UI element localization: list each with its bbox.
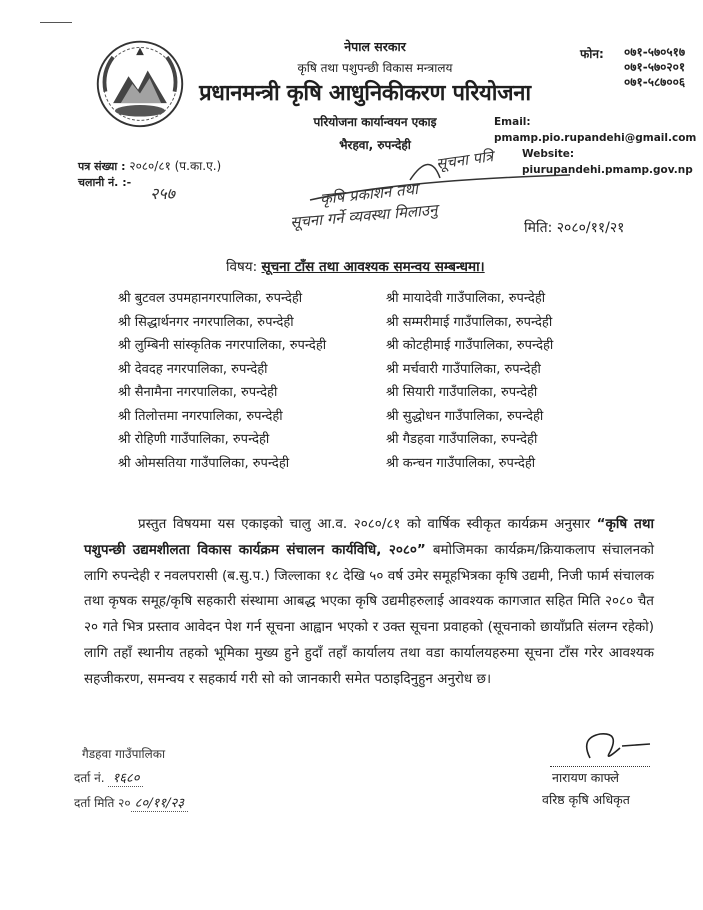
signatory-block: [530, 738, 660, 811]
website-text: Website: piurupandehi.pmamp.gov.np: [522, 148, 693, 176]
phone-number: ०७१-५७०५१७: [624, 45, 686, 59]
project-name: प्रधानमन्त्री कृषि आधुनिकीकरण परियोजना: [199, 81, 531, 106]
handwritten-note: सूचना पत्रि: [435, 147, 495, 173]
addressee: श्री तिलोत्तमा नगरपालिका, रुपन्देही: [118, 408, 283, 424]
addressee: श्री लुम्बिनी सांस्कृतिक नगरपालिका, रुपन्देही: [118, 338, 327, 353]
reg-date-label: दर्ता मिति २०: [74, 796, 131, 810]
handwritten-note: सूचना गर्ने व्यवस्था मिलाउनु: [289, 200, 439, 232]
subject-line: [226, 257, 485, 275]
subject-label: विषय:: [226, 259, 258, 275]
signer-name: नारायण काफ्ले: [552, 770, 619, 785]
addressee: श्री सियारी गाउँपालिका, रुपन्देही: [386, 385, 538, 400]
ref-label: पत्र संख्या :: [78, 160, 126, 173]
addressee: श्री सुद्धोधन गाउँपालिका, रुपन्देही: [386, 408, 544, 424]
phone-label: फोन:: [580, 47, 604, 61]
email-text: Email: pmamp.pio.rupandehi@gmail.com: [494, 116, 697, 144]
letter-date: मिति: २०८०/११/२१: [524, 220, 625, 236]
addressee: श्री गैडहवा गाउँपालिका, रुपन्देही: [386, 432, 538, 447]
handwritten-note: कृषि प्रकाशन तथा: [319, 179, 419, 209]
addressee: श्री देवदह नगरपालिका, रुपन्देही: [118, 361, 268, 377]
body-intro: प्रस्तुत विषयमा यस एकाइको चालु आ.व. २०८०/८१ को वार्षिक स्वीकृत कार्यक्रम अनुसार: [138, 516, 591, 532]
body-text: बमोजिमका कार्यक्रम/क्रियाकलाप संचालनको लागि रुपन्देही र नवलपरासी (ब.सु.प.) जिल्लाका १८ देखि ५० वर्ष उमेर समूहभित्रका कृषि उद्यमी, निजी फार्म संचालक तथा कृषक समूह/कृषि सहकारी संस्थामा आबद्ध भएका कृषि उद्यमीहरुलाई आवश्यक कागजात सहित मिति २०८० चैत २० गते भित्र प्रस्ताव आवेदन पेश गर्न सूचना आह्वान भएको र उक्त सूचना प्रवाहको (सूचनाको छायाँप्रति संलग्न रहेको) लागि तहाँ स्थानीय तहको भूमिका मुख्य हुने हुदाँ तहाँ कार्यालय तथा वडा कार्यालयहरुमा सूचना टाँस गरेर आवश्यक सहजीकरण, समन्वय र सहकार्य गरी सो को जानकारी समेत पठाइदिनुहुन अनुरोध छ।: [84, 541, 654, 687]
signer-title: वरिष्ठ कृषि अधिकृत: [542, 792, 630, 807]
addressee: श्री मर्चवारी गाउँपालिका, रुपन्देही: [386, 361, 541, 377]
signature-line: [550, 738, 650, 767]
phone-number: ०७१-५८७००६: [624, 75, 686, 89]
reg-value: १६८०: [108, 771, 143, 787]
reg-label: दर्ता नं.: [74, 771, 105, 785]
phone-list: [624, 45, 685, 90]
addressee: श्री सैनामैना नगरपालिका, रुपन्देही: [118, 385, 278, 400]
addressee: श्री कन्चन गाउँपालिका, रुपन्देही: [386, 455, 536, 471]
stamp-office: गैडहवा गाउँपालिका: [82, 747, 166, 761]
received-stamp: [74, 742, 188, 816]
addressee: श्री कोटहीमाई गाउँपालिका, रुपन्देही: [386, 338, 554, 353]
addressee-list-left: [118, 287, 326, 475]
reg-date-value: ८०/११/२३: [131, 796, 188, 812]
body-program-title: “कृषि तथा पशुपन्छी उद्यमशीलता विकास कार्यक्रम संचालन कार्यविधि, २०८०”: [84, 516, 654, 558]
addressee: श्री सिद्धार्थनगर नगरपालिका, रुपन्देही: [118, 314, 294, 330]
phone-number: ०७१-५७०२०१: [624, 60, 686, 74]
government-name: नेपाल सरकार: [344, 39, 406, 54]
addressee: श्री सम्मरीमाई गाउँपालिका, रुपन्देही: [386, 314, 553, 330]
subject-text: सूचना टाँस तथा आवश्यक समन्वय सम्बन्धमा।: [261, 259, 485, 275]
letter-body: [84, 512, 654, 693]
addressee-list-right: [386, 287, 553, 475]
addressee: श्री मायादेवी गाउँपालिका, रुपन्देही: [386, 291, 546, 306]
top-rule: [40, 22, 72, 23]
addressee: श्री ओमसतिया गाउँपालिका, रुपन्देही: [118, 455, 290, 471]
ref-value: २०८०/८१ (प.का.ए.): [129, 159, 222, 173]
addressee: श्री बुटवल उपमहानगरपालिका, रुपन्देही: [118, 291, 303, 306]
dispatch-label: चलानी नं. :-: [78, 176, 132, 189]
nepal-emblem-icon: [92, 34, 188, 130]
addressee: श्री रोहिणी गाउँपालिका, रुपन्देही: [118, 432, 270, 447]
office-location: भैरहवा, रुपन्देही: [339, 138, 411, 152]
ministry-name: कृषि तथा पशुपन्छी विकास मन्त्रालय: [297, 61, 453, 75]
dispatch-number: २५७: [150, 184, 175, 203]
unit-name: परियोजना कार्यान्वयन एकाइ: [313, 115, 437, 129]
